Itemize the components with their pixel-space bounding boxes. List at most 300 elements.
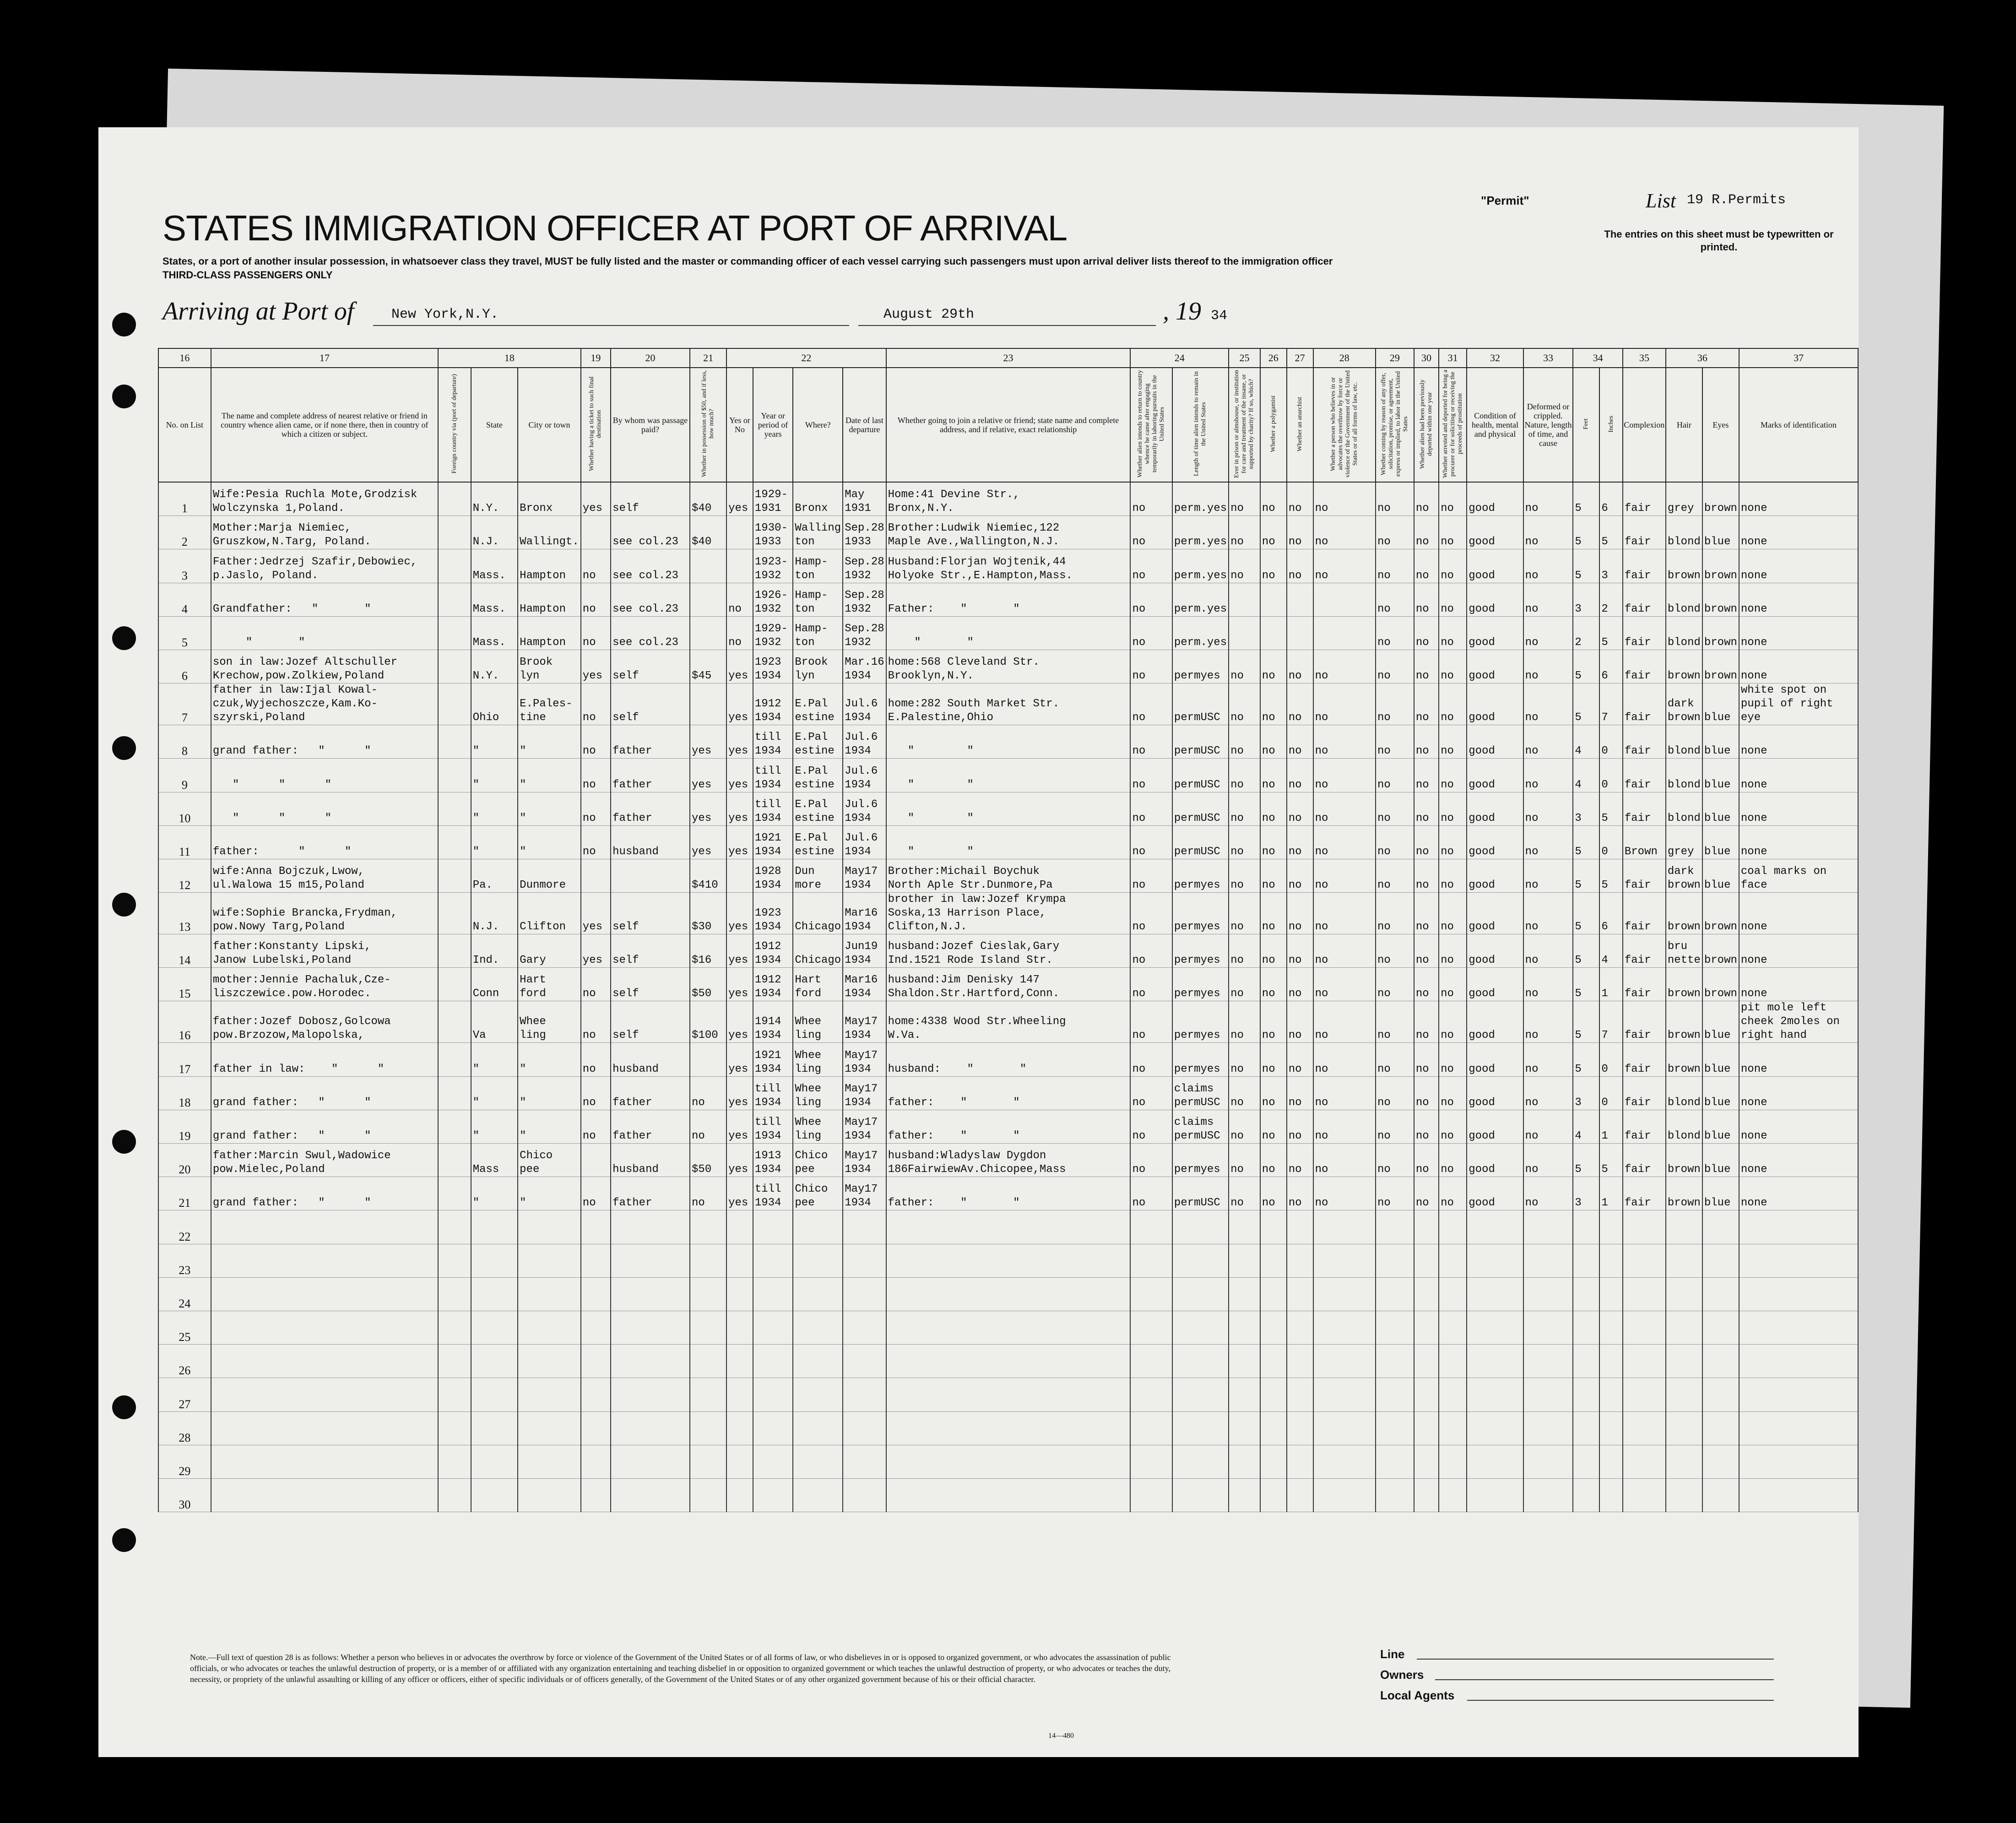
cell-deformed (1523, 1345, 1573, 1378)
cell-stay: permyes (1172, 1043, 1229, 1076)
cell-money: no (690, 1110, 726, 1143)
cell-where: Hamp- ton (793, 616, 843, 650)
cell-marks: none (1739, 1076, 1858, 1110)
cell-c31 (1439, 1411, 1467, 1445)
header-complexion: Complexion (1623, 368, 1666, 482)
cell-no: 2 (158, 516, 211, 549)
cell-paid: self (611, 934, 690, 968)
cell-state: Mass. (471, 549, 518, 583)
cell-years (753, 1244, 793, 1277)
cell-health: good (1467, 1144, 1523, 1177)
cell-c28 (1313, 1445, 1376, 1478)
cell-stay: perm.yes (1172, 516, 1229, 549)
cell-c25: no (1229, 1177, 1260, 1210)
cell-hair: brown (1666, 1043, 1702, 1076)
cell-money (690, 616, 726, 650)
cell-relative: grand father: " " (211, 725, 438, 759)
cell-relative: father: " " (211, 825, 438, 859)
cell-join: " " (886, 759, 1131, 792)
cell-c25: no (1229, 825, 1260, 859)
cell-marks: white spot on pupil of right eye (1739, 684, 1858, 725)
cell-where: E.Pal estine (793, 825, 843, 859)
cell-c26: no (1260, 859, 1287, 892)
cell-c29: no (1376, 482, 1414, 516)
cell-complexion: fair (1623, 549, 1666, 583)
cell-purpose: no (1130, 893, 1172, 934)
cell-c26: no (1260, 934, 1287, 968)
cell-where: E.Pal estine (793, 759, 843, 792)
question-28-note: Note.—Full text of question 28 is as follows: Whether a person who believes in or advocates the overthrow by force or violence of the Government of the United States or of all forms of law, or who disbelieves in or is opposed to organized government, or who advocates the assassination of public officials, or who advocates or teaches the unlawful destruction of property, or is a member of or affiliated with any organization entertaining and teaching disbelief in or opposition to organized government or which teaches the unlawful destruction of property, or who advocates or teaches the duty, necessity, or propriety of the unlawful assaulting or killing of any officer or officers, either of specific individuals or of officers generally, of the Government of the United States or of any other organized government because of his or their official character. (190, 1653, 1171, 1684)
cell-join: husband:Jozef Cieslak,Gary Ind.1521 Rode Island Str. (886, 934, 1131, 968)
cell-c26: no (1260, 1177, 1287, 1210)
cell-date (843, 1445, 886, 1478)
cell-c25 (1229, 1345, 1260, 1378)
cell-c29: no (1376, 825, 1414, 859)
cell-eyes: blue (1702, 1076, 1739, 1110)
cell-c29: no (1376, 616, 1414, 650)
header-health: Condition of health, mental and physical (1467, 368, 1523, 482)
passenger-rows (158, 482, 1858, 1512)
cell-state: " (471, 725, 518, 759)
cell-city (518, 1244, 581, 1277)
header-procurer: Whether arrested and deported for being a procurer or for soliciting or receiving the proceeds of prostitution (1439, 368, 1467, 482)
cell-c28 (1313, 1345, 1376, 1378)
cell-where (793, 1411, 843, 1445)
cell-stay: perm.yes (1172, 583, 1229, 616)
cell-c26 (1260, 1378, 1287, 1411)
cell-feet: 4 (1573, 725, 1599, 759)
cell-purpose: no (1130, 1076, 1172, 1110)
cell-no: 4 (158, 583, 211, 616)
cell-stay (1172, 1311, 1229, 1344)
cell-foreign (438, 1311, 471, 1344)
cell-where: E.Pal estine (793, 684, 843, 725)
cell-state: N.Y. (471, 650, 518, 683)
cell-eyes: blue (1702, 1144, 1739, 1177)
cell-inches: 7 (1599, 684, 1623, 725)
cell-marks: none (1739, 1144, 1858, 1177)
cell-c31: no (1439, 583, 1467, 616)
cell-feet: 5 (1573, 684, 1599, 725)
cell-c25 (1229, 1411, 1260, 1445)
cell-no: 27 (158, 1378, 211, 1411)
cell-c26 (1260, 1210, 1287, 1244)
cell-money: yes (690, 825, 726, 859)
cell-inches: 6 (1599, 893, 1623, 934)
cell-purpose: no (1130, 825, 1172, 859)
cell-c28: no (1313, 1076, 1376, 1110)
cell-marks (1739, 1311, 1858, 1344)
cell-inches: 5 (1599, 616, 1623, 650)
cell-inches: 1 (1599, 1177, 1623, 1210)
cell-hair (1666, 1378, 1702, 1411)
cell-inches: 5 (1599, 859, 1623, 892)
cell-years: till 1934 (753, 1076, 793, 1110)
col-number: 29 (1376, 348, 1414, 368)
cell-paid: husband (611, 1043, 690, 1076)
cell-foreign (438, 934, 471, 968)
cell-c31: no (1439, 1001, 1467, 1043)
cell-feet: 3 (1573, 1177, 1599, 1210)
cell-c26: no (1260, 968, 1287, 1001)
col-number: 34 (1573, 348, 1623, 368)
cell-marks: none (1739, 516, 1858, 549)
cell-state (471, 1378, 518, 1411)
cell-inches (1599, 1311, 1623, 1344)
cell-money: $45 (690, 650, 726, 683)
cell-c29: no (1376, 583, 1414, 616)
cell-hair: brown (1666, 968, 1702, 1001)
cell-c27 (1287, 1244, 1313, 1277)
cell-eyes (1702, 1345, 1739, 1378)
cell-feet (1573, 1378, 1599, 1411)
cell-purpose: no (1130, 792, 1172, 825)
cell-years: 1930- 1933 (753, 516, 793, 549)
cell-join: home:282 South Market Str. E.Palestine,Ohio (886, 684, 1131, 725)
header-state: State (471, 368, 518, 482)
cell-c25 (1229, 1311, 1260, 1344)
cell-health (1467, 1277, 1523, 1311)
cell-city: Hampton (518, 583, 581, 616)
cell-city: Whee ling (518, 1001, 581, 1043)
cell-state: N.Y. (471, 482, 518, 516)
cell-date: Sep.28 1932 (843, 583, 886, 616)
cell-date (843, 1277, 886, 1311)
cell-c26: no (1260, 792, 1287, 825)
cell-health: good (1467, 968, 1523, 1001)
cell-paid (611, 1210, 690, 1244)
cell-foreign (438, 1177, 471, 1210)
cell-eyes: brown (1702, 482, 1739, 516)
cell-money (690, 1043, 726, 1076)
cell-marks: none (1739, 549, 1858, 583)
cell-relative: father:Marcin Swul,Wadowice pow.Mielec,Poland (211, 1144, 438, 1177)
cell-hair (1666, 1411, 1702, 1445)
cell-state: Pa. (471, 859, 518, 892)
cell-money (690, 1445, 726, 1478)
cell-c29: no (1376, 792, 1414, 825)
arriving-label: Arriving at Port of (163, 297, 354, 326)
cell-feet: 5 (1573, 1001, 1599, 1043)
punch-hole (112, 626, 136, 650)
cell-money: no (690, 1177, 726, 1210)
cell-join (886, 1478, 1131, 1512)
cell-hair (1666, 1445, 1702, 1478)
cell-ticket: no (581, 1001, 611, 1043)
cell-c30: no (1414, 482, 1439, 516)
cell-c25: no (1229, 859, 1260, 892)
cell-yn (726, 1445, 753, 1478)
cell-paid: see col.23 (611, 549, 690, 583)
table-row (158, 1478, 1858, 1512)
punch-hole (112, 736, 136, 760)
cell-health: good (1467, 859, 1523, 892)
cell-complexion: fair (1623, 968, 1666, 1001)
cell-ticket (581, 1445, 611, 1478)
cell-health: good (1467, 616, 1523, 650)
cell-c29: no (1376, 684, 1414, 725)
cell-money: $40 (690, 482, 726, 516)
cell-c29: no (1376, 859, 1414, 892)
cell-feet: 5 (1573, 1043, 1599, 1076)
cell-join (886, 1411, 1131, 1445)
cell-c30: no (1414, 934, 1439, 968)
cell-relative: father in law:Ijal Kowal- czuk,Wyjechoszcze,Kam.Ko- szyrski,Poland (211, 684, 438, 725)
cell-c31 (1439, 1277, 1467, 1311)
header-anarchist: Whether an anarchist (1287, 368, 1313, 482)
cell-c28: no (1313, 516, 1376, 549)
cell-years (753, 1378, 793, 1411)
cell-c25: no (1229, 549, 1260, 583)
cell-join: home:4338 Wood Str.Wheeling W.Va. (886, 1001, 1131, 1043)
cell-marks: none (1739, 616, 1858, 650)
cell-purpose (1130, 1244, 1172, 1277)
cell-ticket: yes (581, 650, 611, 683)
cell-c30: no (1414, 968, 1439, 1001)
cell-state: Mass (471, 1144, 518, 1177)
cell-relative (211, 1411, 438, 1445)
cell-eyes: blue (1702, 725, 1739, 759)
cell-c27: no (1287, 549, 1313, 583)
cell-ticket: no (581, 1177, 611, 1210)
cell-c30 (1414, 1244, 1439, 1277)
cell-c28 (1313, 1210, 1376, 1244)
cell-marks: none (1739, 583, 1858, 616)
cell-state: " (471, 1043, 518, 1076)
punch-hole (112, 1528, 136, 1552)
cell-stay: perm.yes (1172, 616, 1229, 650)
cell-date (843, 1311, 886, 1344)
cell-city: Clifton (518, 893, 581, 934)
cell-stay: permyes (1172, 650, 1229, 683)
cell-c25: no (1229, 482, 1260, 516)
table-row (158, 1411, 1858, 1445)
cell-c30: no (1414, 1144, 1439, 1177)
cell-c29 (1376, 1378, 1414, 1411)
cell-relative: " " " (211, 759, 438, 792)
cell-money (690, 1378, 726, 1411)
table-row (158, 1144, 1858, 1177)
cell-hair: dark brown (1666, 859, 1702, 892)
col-number: 24 (1130, 348, 1229, 368)
cell-eyes: brown (1702, 616, 1739, 650)
cell-where: E.Pal estine (793, 792, 843, 825)
cell-c29: no (1376, 934, 1414, 968)
cell-hair: bru nette (1666, 934, 1702, 968)
cell-ticket: no (581, 1043, 611, 1076)
table-row (158, 516, 1858, 549)
col-number: 21 (690, 348, 726, 368)
cell-state (471, 1277, 518, 1311)
cell-foreign (438, 1043, 471, 1076)
cell-where (793, 1210, 843, 1244)
cell-c27: no (1287, 684, 1313, 725)
cell-marks: none (1739, 825, 1858, 859)
cell-ticket: no (581, 725, 611, 759)
cell-health: good (1467, 1177, 1523, 1210)
cell-purpose: no (1130, 1110, 1172, 1143)
cell-c29: no (1376, 968, 1414, 1001)
cell-c28 (1313, 1411, 1376, 1445)
cell-c30: no (1414, 549, 1439, 583)
cell-paid (611, 1277, 690, 1311)
cell-c26: no (1260, 1001, 1287, 1043)
cell-deformed: no (1523, 725, 1573, 759)
cell-hair: blond (1666, 1076, 1702, 1110)
header-prison: Ever in prison or almshouse, or institution for care and treatment of the insane, or supported by charity? If so, which? (1229, 368, 1260, 482)
cell-complexion: fair (1623, 1001, 1666, 1043)
cell-join (886, 1345, 1131, 1378)
cell-city: Chico pee (518, 1144, 581, 1177)
cell-c31: no (1439, 1043, 1467, 1076)
cell-c26 (1260, 1411, 1287, 1445)
cell-city (518, 1378, 581, 1411)
cell-c28: no (1313, 1043, 1376, 1076)
cell-hair: grey (1666, 825, 1702, 859)
cell-c29 (1376, 1311, 1414, 1344)
cell-join: " " (886, 725, 1131, 759)
cell-yn (726, 1411, 753, 1445)
cell-city: Hampton (518, 616, 581, 650)
cell-state (471, 1411, 518, 1445)
cell-health: good (1467, 583, 1523, 616)
punch-hole (112, 893, 136, 917)
cell-complexion (1623, 1244, 1666, 1277)
header-overthrow: Whether a person who believes in or advocates the overthrow by force or violence of the Government of the United States or of all forms of law, etc. (1313, 368, 1376, 482)
cell-state: " (471, 1177, 518, 1210)
cell-deformed: no (1523, 549, 1573, 583)
cell-relative (211, 1311, 438, 1344)
cell-c30: no (1414, 516, 1439, 549)
cell-state: " (471, 792, 518, 825)
cell-purpose: no (1130, 1001, 1172, 1043)
cell-c26 (1260, 1244, 1287, 1277)
cell-c25: no (1229, 968, 1260, 1001)
cell-city: " (518, 1043, 581, 1076)
cell-purpose (1130, 1378, 1172, 1411)
cell-complexion: fair (1623, 1177, 1666, 1210)
cell-ticket (581, 1244, 611, 1277)
cell-yn: yes (726, 968, 753, 1001)
cell-relative: grand father: " " (211, 1177, 438, 1210)
cell-city (518, 1345, 581, 1378)
cell-health: good (1467, 1043, 1523, 1076)
cell-eyes: blue (1702, 1110, 1739, 1143)
cell-no: 20 (158, 1144, 211, 1177)
cell-inches: 7 (1599, 1001, 1623, 1043)
cell-c25 (1229, 1210, 1260, 1244)
cell-purpose: no (1130, 759, 1172, 792)
cell-inches: 0 (1599, 1043, 1623, 1076)
cell-eyes: blue (1702, 859, 1739, 892)
cell-marks (1739, 1445, 1858, 1478)
cell-feet: 3 (1573, 792, 1599, 825)
cell-feet (1573, 1478, 1599, 1512)
cell-hair: blond (1666, 725, 1702, 759)
cell-complexion (1623, 1210, 1666, 1244)
cell-c27 (1287, 1210, 1313, 1244)
cell-feet: 3 (1573, 1076, 1599, 1110)
cell-deformed: no (1523, 1144, 1573, 1177)
cell-deformed (1523, 1445, 1573, 1478)
cell-money (690, 1478, 726, 1512)
cell-purpose (1130, 1445, 1172, 1478)
cell-relative (211, 1378, 438, 1411)
header-yes-no: Yes or No (726, 368, 753, 482)
cell-c28: no (1313, 792, 1376, 825)
cell-c31: no (1439, 1110, 1467, 1143)
cell-foreign (438, 759, 471, 792)
cell-c28: no (1313, 725, 1376, 759)
cell-c28: no (1313, 934, 1376, 968)
cell-eyes: brown (1702, 583, 1739, 616)
cell-money: $50 (690, 968, 726, 1001)
cell-ticket: yes (581, 934, 611, 968)
cell-city: Dunmore (518, 859, 581, 892)
cell-c28: no (1313, 482, 1376, 516)
cell-money: $410 (690, 859, 726, 892)
cell-yn (726, 859, 753, 892)
cell-health: good (1467, 516, 1523, 549)
cell-foreign (438, 1445, 471, 1478)
cell-c25 (1229, 1277, 1260, 1311)
cell-c30 (1414, 1478, 1439, 1512)
table-row (158, 1378, 1858, 1411)
cell-c26 (1260, 1311, 1287, 1344)
table-row (158, 968, 1858, 1001)
cell-stay: perm.yes (1172, 549, 1229, 583)
column-header-row (158, 368, 1858, 482)
cell-c27 (1287, 1378, 1313, 1411)
cell-years (753, 1445, 793, 1478)
cell-c27: no (1287, 792, 1313, 825)
instructions-line: States, or a port of another insular possession, in whatsoever class they travel, MUST be fully listed and the master or commanding officer of each vessel carrying such passengers must upon arrival deliver lists thereof to the immigration officer (163, 255, 1333, 267)
cell-relative: grand father: " " (211, 1076, 438, 1110)
cell-complexion: fair (1623, 1076, 1666, 1110)
col-number: 25 (1229, 348, 1260, 368)
cell-c31: no (1439, 516, 1467, 549)
cell-c25 (1229, 583, 1260, 616)
cell-state (471, 1210, 518, 1244)
cell-yn (726, 1244, 753, 1277)
cell-c31: no (1439, 1144, 1467, 1177)
cell-c26: no (1260, 650, 1287, 683)
cell-c30: no (1414, 1076, 1439, 1110)
cell-join: father: " " (886, 1076, 1131, 1110)
cell-eyes: blue (1702, 792, 1739, 825)
cell-years: till 1934 (753, 792, 793, 825)
cell-c26: no (1260, 684, 1287, 725)
table-row (158, 1001, 1858, 1043)
cell-ticket (581, 1210, 611, 1244)
cell-marks (1739, 1244, 1858, 1277)
cell-no: 8 (158, 725, 211, 759)
cell-foreign (438, 482, 471, 516)
cell-relative: " " " (211, 792, 438, 825)
cell-complexion: fair (1623, 859, 1666, 892)
cell-marks (1739, 1345, 1858, 1378)
cell-relative: wife:Anna Bojczuk,Lwow, ul.Walowa 15 m15,Poland (211, 859, 438, 892)
cell-city: " (518, 725, 581, 759)
table-row (158, 825, 1858, 859)
cell-health: good (1467, 893, 1523, 934)
cell-c26: no (1260, 825, 1287, 859)
cell-years (753, 1478, 793, 1512)
cell-c30: no (1414, 684, 1439, 725)
cell-date: Jul.6 1934 (843, 825, 886, 859)
cell-where: Chico pee (793, 1144, 843, 1177)
cell-money (690, 1277, 726, 1311)
